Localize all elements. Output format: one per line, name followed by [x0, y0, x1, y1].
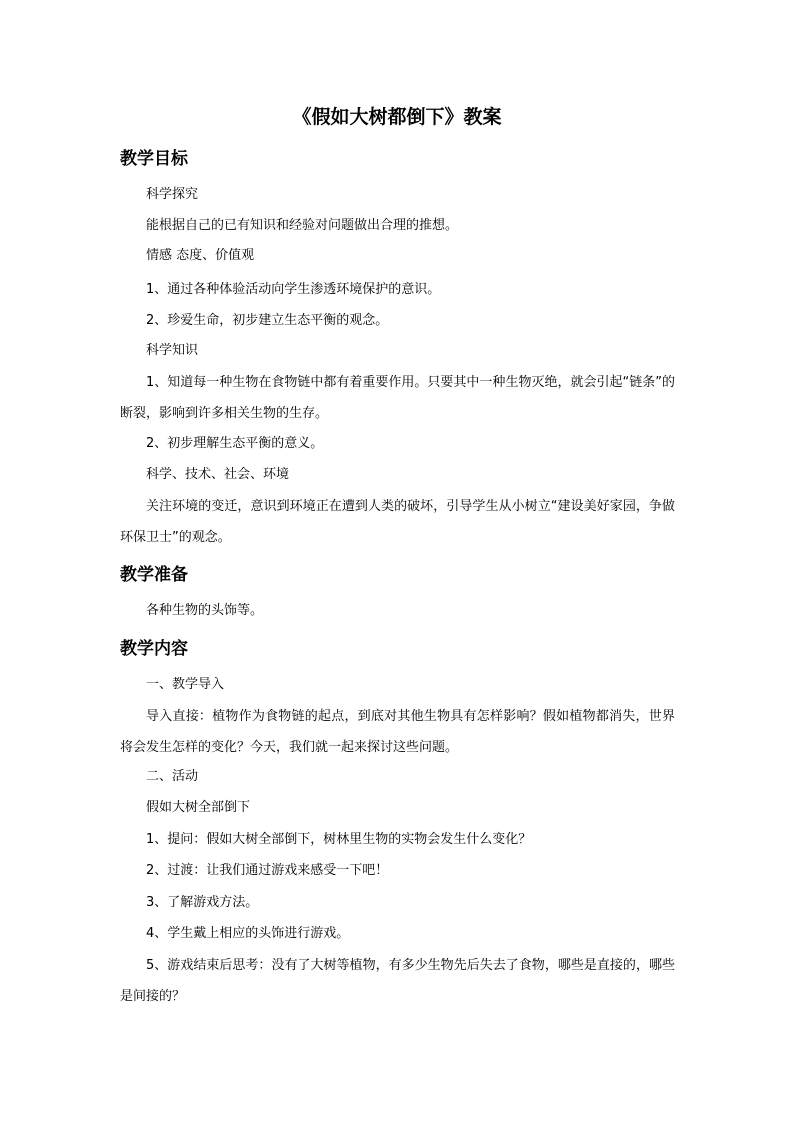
paragraph: 科学探究: [146, 187, 199, 202]
paragraph: 情感 态度、价值观: [146, 248, 255, 263]
paragraph: 各种生物的头饰等。: [146, 603, 264, 618]
paragraph: 假如大树全部倒下: [146, 800, 251, 815]
paragraph: 5、游戏结束后思考：没有了大树等植物，有多少生物先后失去了食物，哪些是直接的，哪些是间接的？: [120, 958, 675, 1004]
paragraph: 4、学生戴上相应的头饰进行游戏。: [146, 926, 350, 941]
paragraph: 能根据自己的已有知识和经验对问题做出合理的推想。: [146, 218, 459, 233]
paragraph: 3、了解游戏方法。: [146, 895, 259, 910]
paragraph: 2、初步理解生态平衡的意义。: [146, 436, 324, 451]
document-title: 《假如大树都倒下》教案: [292, 106, 502, 128]
paragraph: 1、提问：假如大树全部倒下，树林里生物的实物会发生什么变化？: [146, 832, 532, 847]
paragraph: 1、知道每一种生物在食物链中都有着重要作用。只要其中一种生物灭绝，就会引起“链条”的断裂，影响到许多相关生物的生存。: [120, 375, 675, 421]
paragraph: 导入直接：植物作为食物链的起点，到底对其他生物具有怎样影响？假如植物都消失，世界将会发生怎样的变化？今天，我们就一起来探讨这些问题。: [120, 709, 675, 755]
section-heading-goals: 教学目标: [120, 149, 188, 169]
section-heading-content: 教学内容: [120, 639, 188, 659]
paragraph: 2、珍爱生命，初步建立生态平衡的观念。: [146, 313, 389, 328]
paragraph: 科学知识: [146, 343, 199, 358]
paragraph: 二、活动: [146, 769, 199, 784]
paragraph: 关注环境的变迁，意识到环境正在遭到人类的破坏，引导学生从小树立“建设美好家园，争做环保卫士”的观念。: [120, 499, 675, 545]
paragraph: 一、教学导入: [146, 677, 225, 692]
paragraph: 1、通过各种体验活动向学生渗透环境保护的意识。: [146, 282, 441, 297]
paragraph: 2、过渡：让我们通过游戏来感受一下吧！: [146, 863, 389, 878]
paragraph: 科学、技术、社会、环境: [146, 467, 290, 482]
section-heading-prep: 教学准备: [120, 565, 188, 585]
